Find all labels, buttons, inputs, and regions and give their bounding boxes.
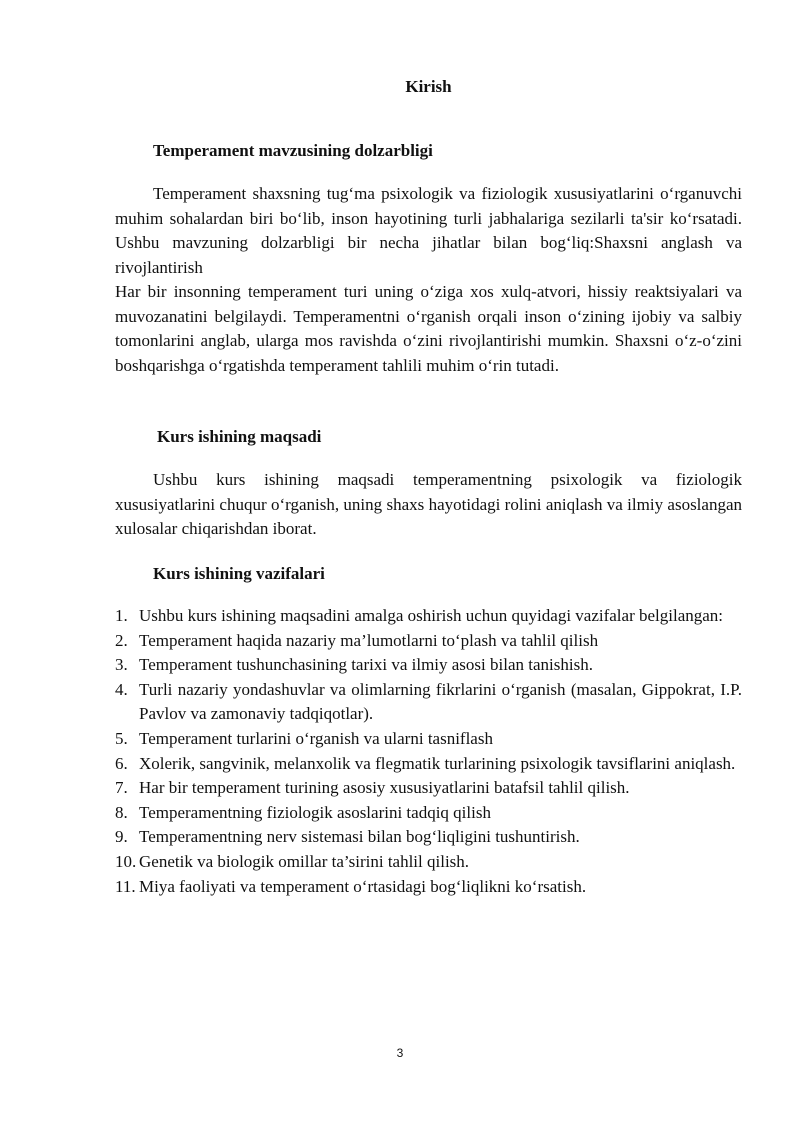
task-text: Temperamentning fiziologik asoslarini tadqiq qilish [139,802,491,822]
task-list-item [115,727,742,752]
task-list-item [115,653,742,678]
task-text: Har bir temperament turining asosiy xususiyatlarini batafsil tahlil qilish. [139,778,630,798]
page-title: Kirish [405,77,452,96]
task-text: Xolerik, sangvinik, melanxolik va flegmatik turlarining psixologik tavsiflarini aniqlash. [139,753,736,773]
relevance-paragraph-a-text: Temperament shaxsning tug‘ma psixologik va fiziologik xususiyatlarini o‘rganuvchi muhim sohalardan biri bo‘lib, inson hayotining turli jabhalariga sezilarli ta'sir ko‘rsatadi. Ushbu mavzuning dolzarbligi bir necha jihatlar bilan bog‘liq:Shaxsni anglash va rivojlantirish [115,184,742,277]
task-number: 3. [115,655,128,675]
goal-paragraph-text: Ushbu kurs ishining maqsadi temperamentning psixologik va fiziologik xususiyatlarini chuqur o‘rganish, uning shaxs hayotidagi rolini aniqlash va ilmiy asoslangan xulosalar chiqarishdan iborat. [115,470,742,539]
task-number: 8. [115,802,128,822]
section-heading-tasks: Kurs ishining vazifalari [153,564,325,583]
task-text: Temperament tushunchasining tarixi va ilmiy asosi bilan tanishish. [139,655,593,675]
task-text: Turli nazariy yondashuvlar va olimlarning fikrlarini o‘rganish (masalan, Gippokrat, I.P. Pavlov va zamonaviy tadqiqotlar). [139,679,742,724]
task-number: 1. [115,606,128,625]
task-text: Miya faoliyati va temperament o‘rtasidagi bog‘liqlikni ko‘rsatish. [139,876,587,896]
task-text: Ushbu kurs ishining maqsadini amalga oshirish uchun quyidagi vazifalar belgilangan: [139,606,724,625]
task-number: 9. [115,827,128,847]
relevance-paragraph-b: Har bir insonning temperament turi uning o‘ziga xos xulq-atvori, hissiy reaktsiyalari va muvozanatini belgilaydi. Temperamentni o‘rganish orqali inson o‘zining ijobiy va salbiy tomonlarini anglab, ularga mos ravishda o‘zini rivojlantirishi mumkin. Shaxsni o‘z-o‘zini boshqarishga o‘rgatishda temperament tahlili muhim o‘rin tutadi. [115,282,742,375]
tasks-list [115,604,742,899]
task-list-item [115,850,742,875]
page-number: 3 [396,1046,404,1060]
task-list-item [115,678,742,727]
task-text: Temperament haqida nazariy ma’lumotlarni to‘plash va tahlil qilish [139,630,599,650]
task-list-item [115,752,742,777]
section-heading-goal: Kurs ishining maqsadi [157,427,322,446]
relevance-paragraph-a [115,182,742,280]
task-number: 10. [115,851,137,871]
task-text: Temperamentning nerv sistemasi bilan bog‘liqligini tushuntirish. [139,827,580,847]
goal-paragraph [115,468,742,542]
section-heading-relevance: Temperament mavzusining dolzarbligi [153,141,433,160]
task-number: 4. [115,679,128,699]
task-number: 7. [115,778,128,798]
task-list-item [115,875,742,900]
task-list-item [115,801,742,826]
task-list-item [115,604,742,629]
task-number: 6. [115,753,128,773]
task-text: Temperament turlarini o‘rganish va ularni tasniflash [139,728,493,748]
task-list-item [115,629,742,654]
task-number: 2. [115,630,128,650]
task-number: 11. [115,876,136,896]
task-number: 5. [115,728,128,748]
task-text: Genetik va biologik omillar ta’sirini tahlil qilish. [139,851,470,871]
task-list-item [115,776,742,801]
task-list-item [115,825,742,850]
